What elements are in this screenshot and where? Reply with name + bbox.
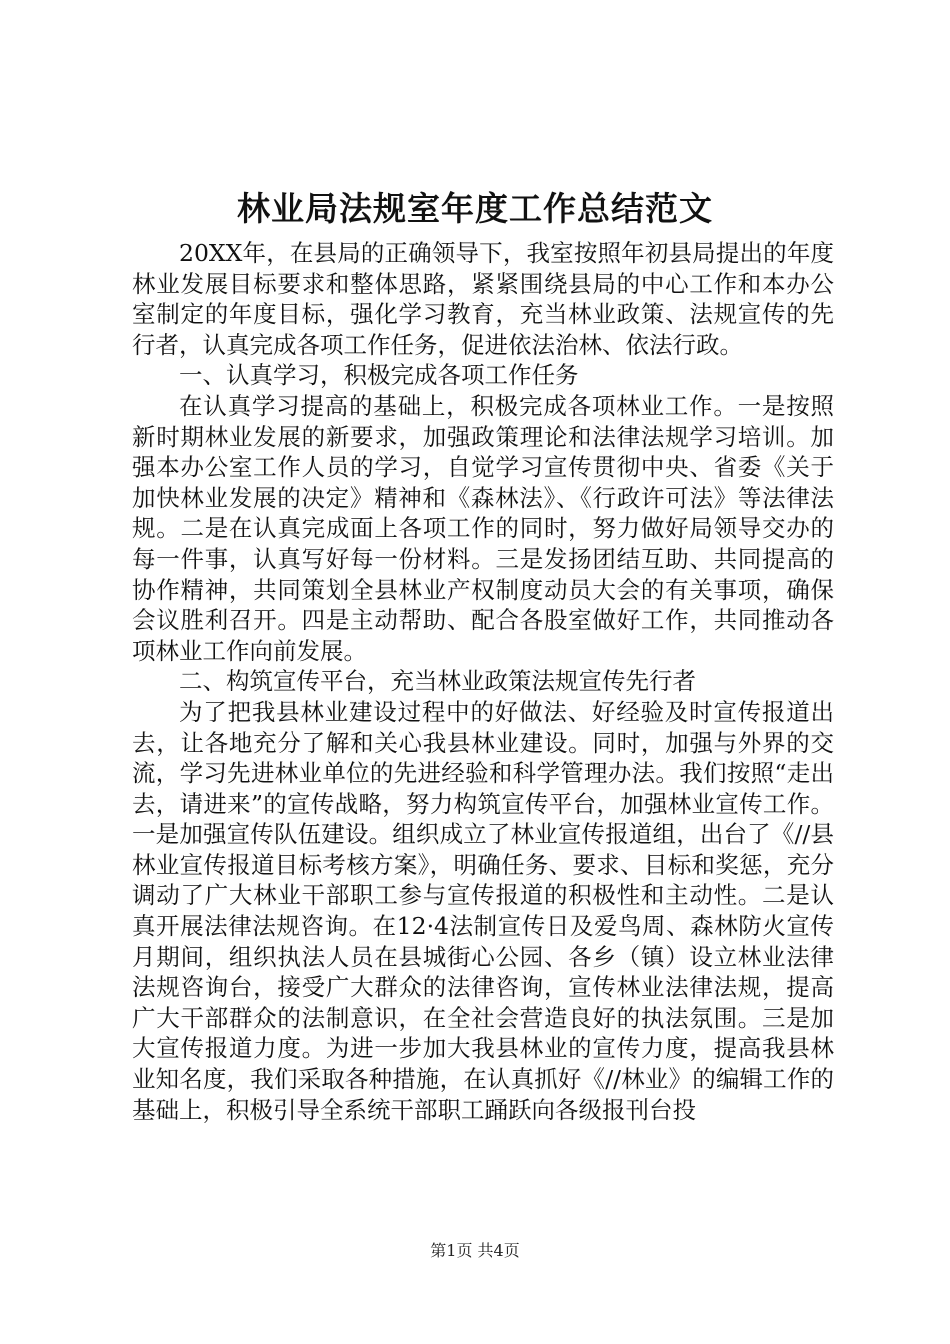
section-heading-2: 二、构筑宣传平台，充当林业政策法规宣传先行者 [179, 667, 696, 696]
section-1-paragraph: 在认真学习提高的基础上，积极完成各项林业工作。一是按照新时期林业发展的新要求，加强政策理论和法律法规学习培训。加强本办公室工作人员的学习，自觉学习宣传贯彻中央、省委《关于加快林业发展的决定》精神和《森林法》、《行政许可法》等法律法规。二是在认真完成面上各项工作的同时，努力做好局领导交办的每一件事，认真写好每一份材料。三是发扬团结互助、共同提高的协作精神，共同策划全县林业产权制度动员大会的有关事项，确保会议胜利召开。四是主动帮助、配合各股室做好工作，共同推动各项林业工作向前发展。 [132, 391, 834, 665]
section-2-paragraph: 为了把我县林业建设过程中的好做法、好经验及时宣传报道出去，让各地充分了解和关心我县林业建设。同时，加强与外界的交流，学习先进林业单位的先进经验和科学管理办法。我们按照“走出去，请进来”的宣传战略，努力构筑宣传平台，加强林业宣传工作。一是加强宣传队伍建设。组织成立了林业宣传报道组，出台了《//县林业宣传报道目标考核方案》，明确任务、要求、目标和奖惩，充分调动了广大林业干部职工参与宣传报道的积极性和主动性。二是认真开展法律法规咨询。在12·4法制宣传日及爱鸟周、森林防火宣传月期间，组织执法人员在县城街心公园、各乡（镇）设立林业法律法规咨询台，接受广大群众的法律咨询，宣传林业法律法规，提高广大干部群众的法制意识，在全社会营造良好的执法氛围。三是加大宣传报道力度。为进一步加大我县林业的宣传力度，提高我县林业知名度，我们采取各种措施，在认真抓好《//林业》的编辑工作的基础上，积极引导全系统干部职工踊跃向各级报刊台投 [132, 697, 834, 1124]
document-title: 林业局法规室年度工作总结范文 [237, 189, 713, 228]
document-body [132, 238, 834, 1125]
page-number-footer: 第1页 共4页 [430, 1241, 520, 1260]
intro-paragraph: 20XX年，在县局的正确领导下，我室按照年初县局提出的年度林业发展目标要求和整体思路，紧紧围绕县局的中心工作和本办公室制定的年度目标，强化学习教育，充当林业政策、法规宣传的先行者，认真完成各项工作任务，促进依法治林、依法行政。 [132, 239, 834, 359]
section-heading-1: 一、认真学习，积极完成各项工作任务 [179, 361, 579, 390]
